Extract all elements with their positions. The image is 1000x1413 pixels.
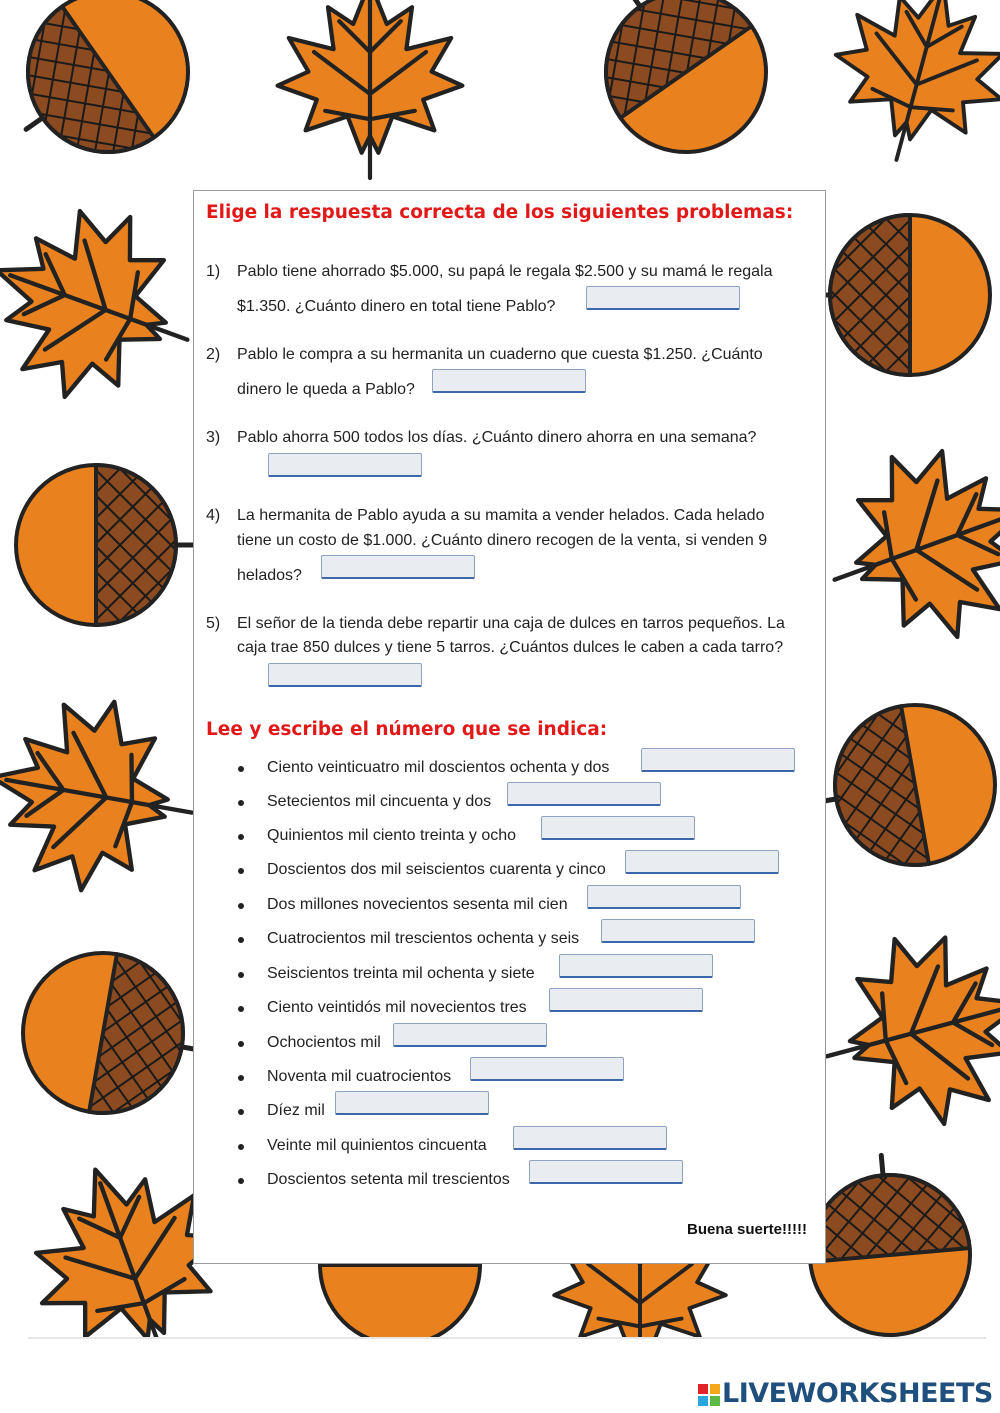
problem-1-number: 1) <box>206 263 221 280</box>
problem-1-line-2: $1.350. ¿Cuánto dinero en total tiene Pablo? <box>237 298 556 315</box>
bullet <box>238 1041 244 1047</box>
problem-2-line-2: dinero le queda a Pablo? <box>237 381 415 398</box>
problem-3-answer-input[interactable] <box>268 453 422 477</box>
number-item-6-input[interactable] <box>601 919 755 943</box>
problem-2-line-1: Pablo le compra a su hermanita un cuaderno que cuesta $1.250. ¿Cuánto <box>237 346 763 363</box>
number-item-4: Doscientos dos mil seiscientos cuarenta y cinco <box>267 861 606 878</box>
bullet <box>238 1109 244 1115</box>
brand-name: LIVEWORKSHEETS <box>722 1378 993 1409</box>
number-item-13: Doscientos setenta mil trescientos <box>267 1171 510 1188</box>
section1-title: Elige la respuesta correcta de los siguientes problemas: <box>206 202 794 223</box>
number-item-10: Noventa mil cuatrocientos <box>267 1068 452 1085</box>
closing-text: Buena suerte!!!!! <box>686 1221 807 1238</box>
bullet <box>238 868 244 874</box>
problem-4-line-3: helados? <box>237 567 302 584</box>
number-item-9: Ochocientos mil <box>267 1034 381 1051</box>
bullet <box>238 1006 244 1012</box>
problem-5-line-1: El señor de la tienda debe repartir una caja de dulces en tarros pequeños. La <box>237 615 785 632</box>
problem-5-answer-input[interactable] <box>268 663 422 687</box>
problem-1-answer-input[interactable] <box>586 286 740 310</box>
problem-3-number: 3) <box>206 429 221 446</box>
number-item-8-input[interactable] <box>549 988 703 1012</box>
number-item-12-input[interactable] <box>513 1126 667 1150</box>
number-item-8: Ciento veintidós mil novecientos tres <box>267 999 527 1016</box>
bullet <box>238 1144 244 1150</box>
problem-1-line-1: Pablo tiene ahorrado $5.000, su papá le regala $2.500 y su mamá le regala <box>237 263 773 280</box>
number-item-9-input[interactable] <box>393 1023 547 1047</box>
bullet <box>238 800 244 806</box>
worksheet-panel <box>193 190 826 1264</box>
number-item-7: Seiscientos treinta mil ochenta y siete <box>267 965 535 982</box>
liveworksheets-logo-icon <box>697 1378 721 1412</box>
problem-4-number: 4) <box>206 507 221 524</box>
number-item-11-input[interactable] <box>335 1091 489 1115</box>
problem-5-number: 5) <box>206 615 221 632</box>
number-item-3-input[interactable] <box>541 816 695 840</box>
number-item-6: Cuatrocientos mil trescientos ochenta y seis <box>267 930 580 947</box>
number-item-13-input[interactable] <box>529 1160 683 1184</box>
number-item-2-input[interactable] <box>507 782 661 806</box>
bullet <box>238 834 244 840</box>
problem-2-number: 2) <box>206 346 221 363</box>
section2-title: Lee y escribe el número que se indica: <box>206 719 608 740</box>
bullet <box>238 937 244 943</box>
bullet <box>238 1075 244 1081</box>
number-item-5-input[interactable] <box>587 885 741 909</box>
bullet <box>238 1178 244 1184</box>
number-item-5: Dos millones novecientos sesenta mil cien <box>267 896 568 913</box>
problem-4-line-1: La hermanita de Pablo ayuda a su mamita a vender helados. Cada helado <box>237 507 765 524</box>
problem-4-answer-input[interactable] <box>321 555 475 579</box>
number-item-11: Díez mil <box>267 1102 325 1119</box>
number-item-1: Ciento veinticuatro mil doscientos ochenta y dos <box>267 759 610 776</box>
number-item-4-input[interactable] <box>625 850 779 874</box>
number-item-2: Setecientos mil cincuenta y dos <box>267 793 492 810</box>
number-item-10-input[interactable] <box>470 1057 624 1081</box>
problem-5-line-2: caja trae 850 dulces y tiene 5 tarros. ¿Cuántos dulces le caben a cada tarro? <box>237 639 784 656</box>
number-item-12: Veinte mil quinientos cincuenta <box>267 1137 487 1154</box>
bullet <box>238 972 244 978</box>
number-item-3: Quinientos mil ciento treinta y ocho <box>267 827 517 844</box>
number-item-1-input[interactable] <box>641 748 795 772</box>
number-item-7-input[interactable] <box>559 954 713 978</box>
problem-3-line-1: Pablo ahorra 500 todos los días. ¿Cuánto dinero ahorra en una semana? <box>237 429 757 446</box>
bullet <box>238 766 244 772</box>
bullet <box>238 903 244 909</box>
footer-divider <box>28 1337 986 1339</box>
problem-4-line-2: tiene un costo de $1.000. ¿Cuánto dinero recogen de la venta, si venden 9 <box>237 532 768 549</box>
problem-2-answer-input[interactable] <box>432 369 586 393</box>
